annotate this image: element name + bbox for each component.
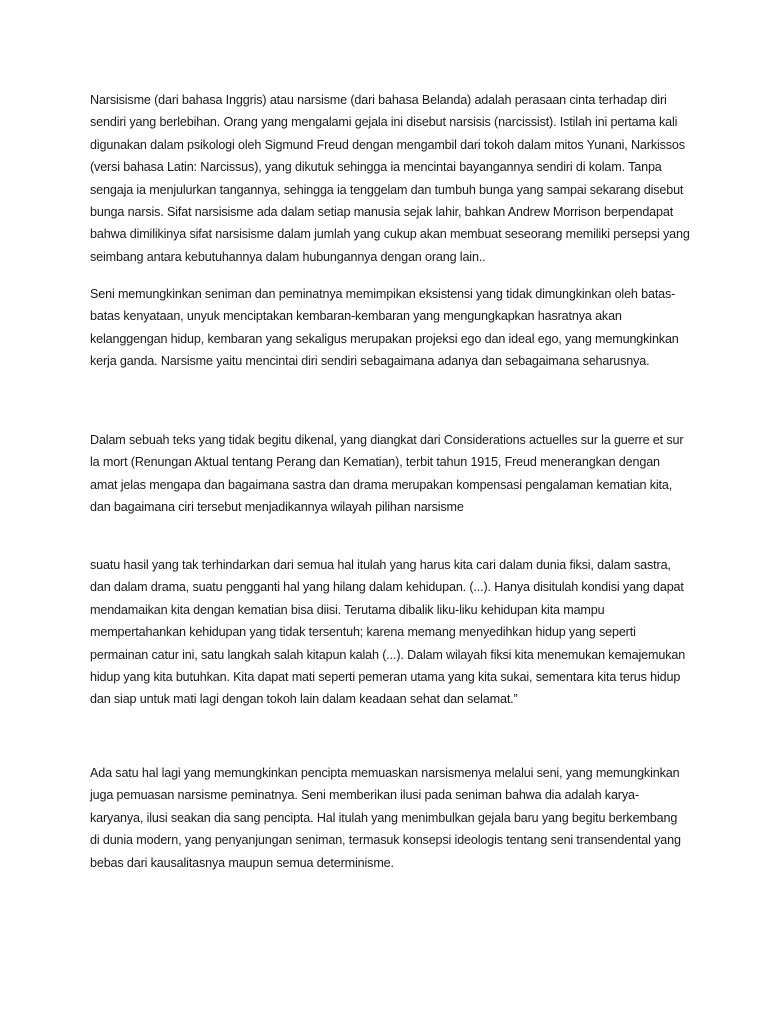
paragraph-3: Dalam sebuah teks yang tidak begitu dikenal, yang diangkat dari Considerations actuelles sur la guerre et sur la mort (Renungan Aktual tentang Perang dan Kematian), terbit tahun 1915, Freud menerangkan dengan amat jelas mengapa dan bagaimana sastra dan drama merupakan kompensasi pengalaman kematian kita, dan bagaimana ciri tersebut menjadikannya wilayah pilihan narsisme — [90, 433, 684, 515]
paragraph-5: Ada satu hal lagi yang memungkinkan pencipta memuaskan narsismenya melalui seni, yang memungkinkan juga pemuasan narsisme peminatnya. Seni memberikan ilusi pada seniman bahwa dia adalah karya-karyanya, ilusi seakan dia sang pencipta. Hal itulah yang menimbulkan gejala baru yang begitu berkembang di dunia modern, yang penyanjungan seniman, termasuk konsepsi ideologis tentang seni transendental yang bebas dari kausalitasnya maupun semua determinisme. — [90, 766, 681, 870]
paragraph-4: suatu hasil yang tak terhindarkan dari semua hal itulah yang harus kita cari dalam dunia fiksi, dalam sastra, dan dalam drama, suatu pengganti hal yang hilang dalam kehidupan. (...). Hanya disitulah kondisi yang dapat mendamaikan kita dengan kematian bisa diisi. Terutama dibalik liku-liku kehidupan kita mampu mempertahankan kehidupan yang tidak tersentuh; karena memang menyedihkan hidup yang seperti permainan catur ini, satu langkah salah kitapun kalah (...). Dalam wilayah fiksi kita menemukan kemajemukan hidup yang kita butuhkan. Kita dapat mati seperti pemeran utama yang kita sukai, sementara kita terus hidup dan siap untuk mati lagi dengan tokoh lain dalam keadaan sehat dan selamat.” — [90, 558, 686, 707]
paragraph-1: Narsisisme (dari bahasa Inggris) atau narsisme (dari bahasa Belanda) adalah perasaan cinta terhadap diri sendiri yang berlebihan. Orang yang mengalami gejala ini disebut narsisis (narcissist). Istilah ini pertama kali digunakan dalam psikologi oleh Sigmund Freud dengan mengambil dari tokoh dalam mitos Yunani, Narkissos (versi bahasa Latin: Narcissus), yang dikutuk sehingga ia mencintai bayangannya sendiri di kolam. Tanpa sengaja ia menjulurkan tangannya, sehingga ia tenggelam dan tumbuh bunga yang sampai sekarang disebut bunga narsis. Sifat narsisisme ada dalam setiap manusia sejak lahir, bahkan Andrew Morrison berpendapat bahwa dimilikinya sifat narsisisme dalam jumlah yang cukup akan membuat seseorang memiliki persepsi yang seimbang antara kebutuhannya dalam hubungannya dengan orang lain.. — [90, 93, 690, 264]
paragraph-2: Seni memungkinkan seniman dan peminatnya memimpikan eksistensi yang tidak dimungkinkan oleh batas-batas kenyataan, unyuk menciptakan kembaran-kembaran yang mengungkapkan hasratnya akan kelanggengan hidup, kembaran yang sekaligus merupakan projeksi ego dan ideal ego, yang memungkinkan kerja ganda. Narsisme yaitu mencintai diri sendiri sebagaimana adanya dan sebagaimana seharusnya. — [90, 287, 679, 369]
